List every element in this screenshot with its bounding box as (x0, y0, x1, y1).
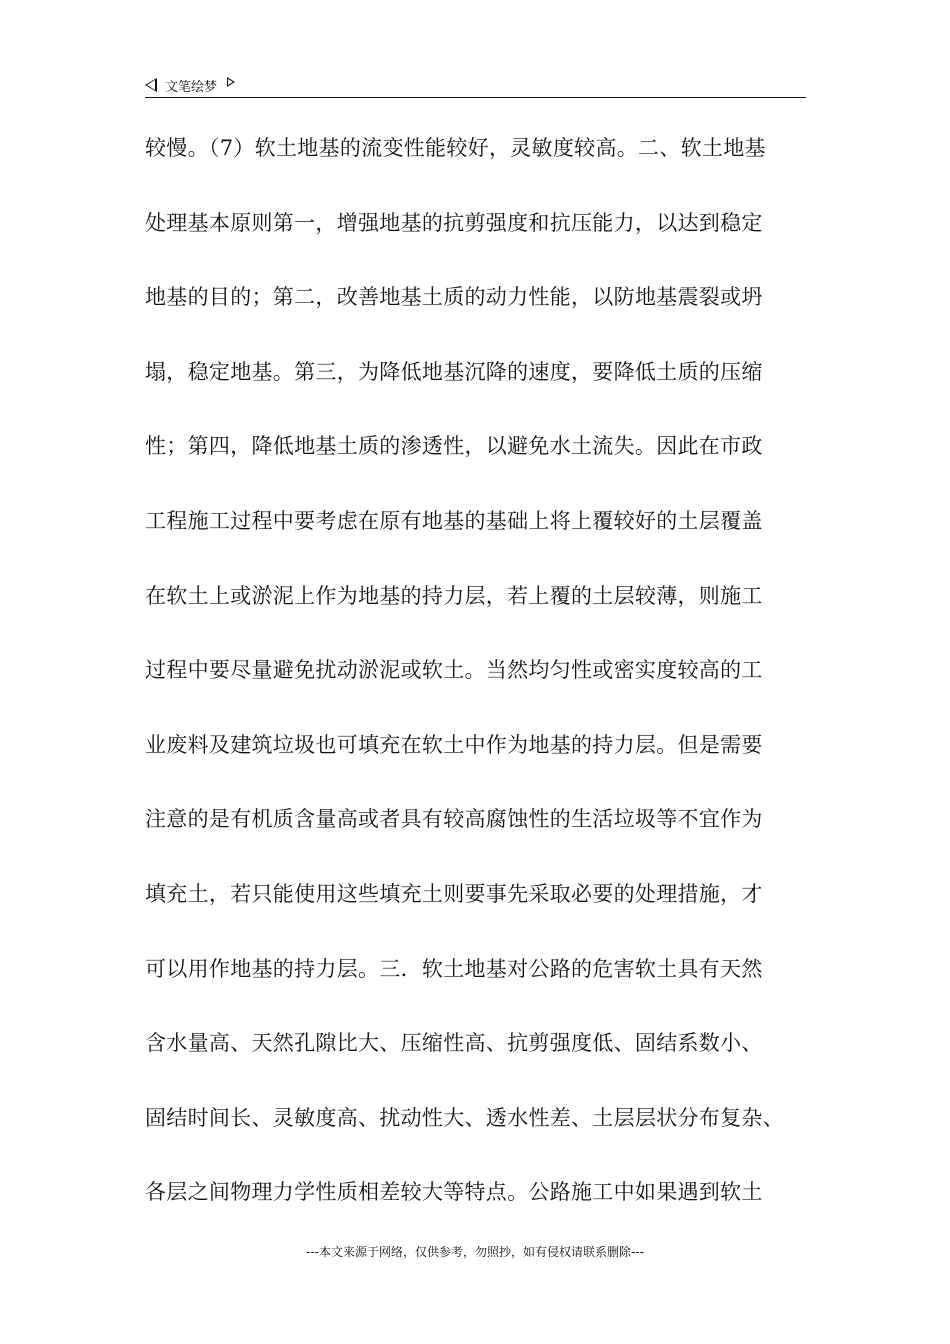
text-line: 性；第四，降低地基土质的渗透性，以避免水土流失。因此在市政 (145, 434, 763, 459)
text-line: 工程施工过程中要考虑在原有地基的基础上将上覆较好的土层覆盖 (145, 508, 763, 533)
text-line: 地基的目的；第二，改善地基土质的动力性能，以防地基震裂或坍 (145, 285, 763, 310)
body-text (145, 133, 807, 1252)
page-header (145, 74, 235, 96)
text-line: 塌，稳定地基。第三，为降低地基沉降的速度，要降低土质的压缩 (145, 359, 763, 384)
text-line: 在软土上或淤泥上作为地基的持力层，若上覆的土层较薄，则施工 (145, 583, 763, 608)
text-line: 可以用作地基的持力层。三．软土地基对公路的危害软土具有天然 (145, 956, 763, 981)
text-line: 注意的是有机质含量高或者具有较高腐蚀性的生活垃圾等不宜作为 (145, 807, 763, 832)
header-title: 文笔绘梦 (165, 79, 218, 95)
header-divider (145, 97, 806, 98)
text-line: 填充土，若只能使用这些填充土则要事先采取必要的处理措施，才 (145, 881, 763, 906)
text-line: 各层之间物理力学性质相差较大等特点。公路施工中如果遇到软土 (145, 1180, 763, 1205)
triangle-left-icon (145, 78, 157, 92)
text-line: 含水量高、天然孔隙比大、压缩性高、抗剪强度低、固结系数小、 (145, 1031, 763, 1056)
text-line: 固结时间长、灵敏度高、扰动性大、透水性差、土层层状分布复杂、 (145, 1105, 784, 1130)
text-line: 业废料及建筑垃圾也可填充在软土中作为地基的持力层。但是需要 (145, 732, 763, 757)
triangle-right-icon (227, 77, 235, 87)
text-line: 较慢。（7）软土地基的流变性能较好，灵敏度较高。二、软土地基 (145, 136, 766, 160)
text-line: 过程中要尽量避免扰动淤泥或软土。当然均匀性或密实度较高的工 (145, 658, 763, 683)
text-line: 处理基本原则第一，增强地基的抗剪强度和抗压能力，以达到稳定 (145, 210, 763, 235)
page-footer: ---本文来源于网络，仅供参考，勿照抄，如有侵权请联系删除--- (306, 1245, 644, 1259)
